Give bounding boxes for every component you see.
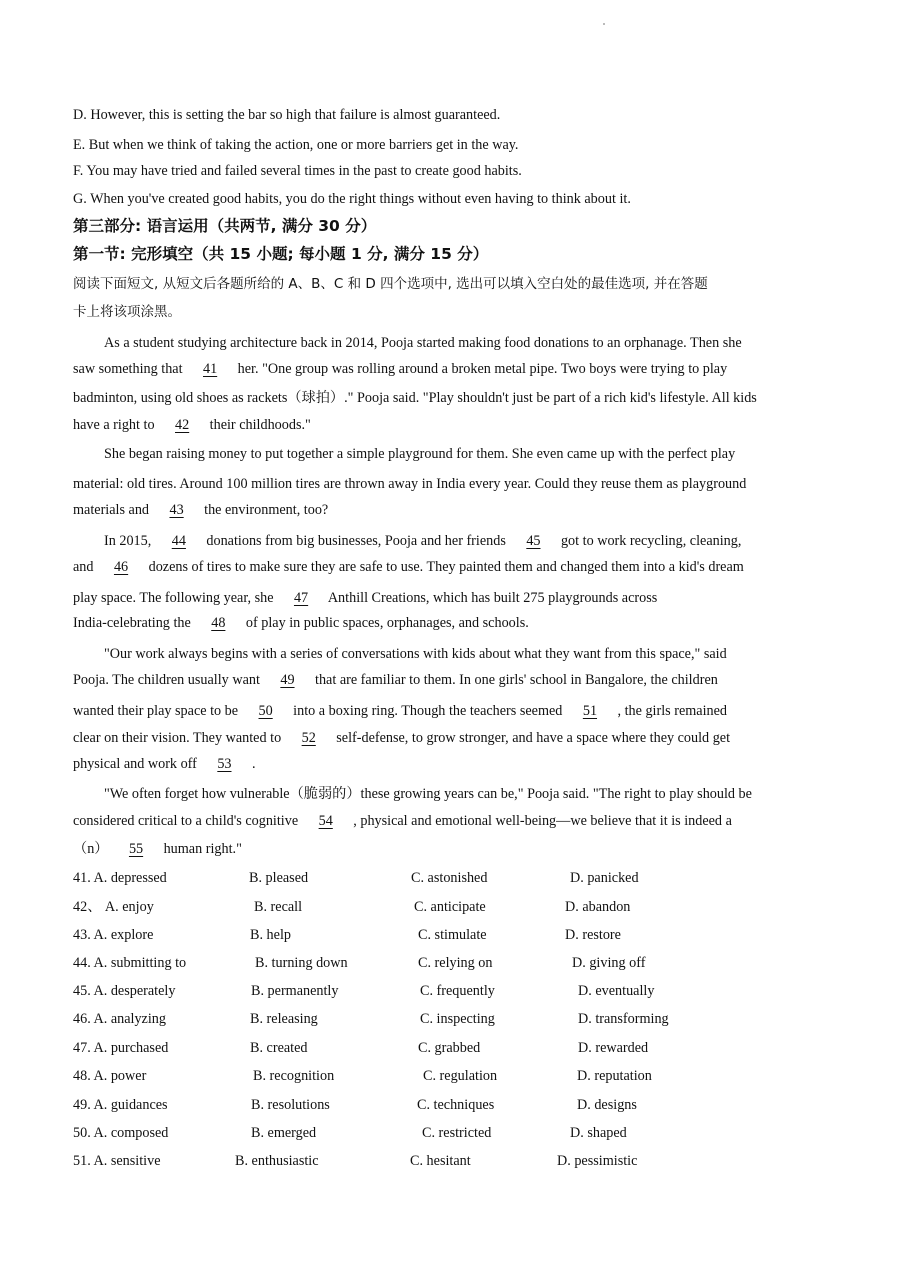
option-d: D. giving off (572, 955, 646, 971)
part3-heading: 第三部分: 语言运用（共两节, 满分 30 分） (73, 217, 377, 235)
blank-44: 44 (171, 533, 186, 549)
passage-line: material: old tires. Around 100 million tires are thrown away in India every year. Could they reuse them as playground (73, 476, 747, 492)
text: In 2015, (104, 533, 152, 549)
option-b: B. help (250, 927, 291, 943)
option-e-text: E. But when we think of taking the action, one or more barriers get in the way. (73, 137, 519, 153)
blank-50: 50 (258, 703, 273, 719)
blank-51: 51 (582, 703, 598, 719)
blank-48: 48 (211, 615, 226, 631)
text: . (251, 756, 256, 772)
blank-45: 45 (526, 533, 541, 549)
passage-line (73, 589, 657, 607)
text: Pooja. The children usually want (73, 672, 260, 688)
option-d: D. transforming (578, 1011, 669, 1027)
option-a: 42、 A. enjoy (73, 899, 154, 915)
text: considered critical to a child's cognitive (73, 813, 299, 829)
passage-line: badminton, using old shoes as rackets（球拍）." Pooja said. "Play shouldn't just be part of a rich kid's lifestyle. All kids (73, 390, 757, 406)
blank-53: 53 (217, 756, 232, 772)
text: her. "One group was rolling around a broken metal pipe. Two boys were trying to play (237, 361, 728, 377)
passage-line (73, 755, 256, 773)
option-a: 49. A. guidances (73, 1097, 168, 1113)
option-c: C. astonished (411, 870, 488, 886)
text: into a boxing ring. Though the teachers seemed (293, 703, 563, 719)
passage-line: "We often forget how vulnerable（脆弱的）these growing years can be," Pooja said. "The right to play should be (104, 786, 752, 802)
option-c: C. techniques (417, 1097, 495, 1113)
option-b: B. enthusiastic (235, 1153, 319, 1169)
option-c: C. anticipate (414, 899, 486, 915)
passage-line: She began raising money to put together a simple playground for them. She even came up with the perfect play (104, 446, 736, 462)
option-c: C. frequently (420, 983, 495, 999)
option-a: 43. A. explore (73, 927, 154, 943)
text: , physical and emotional well-being—we believe that it is indeed a (353, 813, 732, 829)
option-b: B. turning down (255, 955, 348, 971)
text: dozens of tires to make sure they are safe to use. They painted them and changed them into a kid's dream (148, 559, 744, 575)
option-b: B. resolutions (251, 1097, 330, 1113)
text: their childhoods." (209, 417, 311, 433)
option-c: C. grabbed (418, 1040, 481, 1056)
blank-52: 52 (301, 730, 316, 746)
option-d: D. eventually (578, 983, 655, 999)
option-f-text: F. You may have tried and failed several times in the past to create good habits. (73, 163, 522, 179)
passage-line (104, 532, 741, 550)
option-d: D. panicked (570, 870, 639, 886)
option-a: 51. A. sensitive (73, 1153, 161, 1169)
text: wanted their play space to be (73, 703, 239, 719)
option-a: 50. A. composed (73, 1125, 169, 1141)
option-a: 41. A. depressed (73, 870, 167, 886)
passage-line: As a student studying architecture back in 2014, Pooja started making food donations to an orphanage. Then she (104, 335, 742, 351)
instructions-line-1: 阅读下面短文, 从短文后各题所给的 A、B、C 和 D 四个选项中, 选出可以填入空白处的最佳选项, 并在答题 (73, 276, 708, 292)
option-a: 44. A. submitting to (73, 955, 187, 971)
option-b: B. recall (254, 899, 303, 915)
option-b: B. emerged (251, 1125, 317, 1141)
text: physical and work off (73, 756, 197, 772)
option-b: B. recognition (253, 1068, 335, 1084)
text: have a right to (73, 417, 155, 433)
passage-line (73, 501, 328, 519)
passage-line (73, 840, 242, 858)
option-b: B. pleased (249, 870, 309, 886)
option-a: 46. A. analyzing (73, 1011, 166, 1027)
option-g-text: G. When you've created good habits, you do the right things without even having to think about it. (73, 191, 631, 207)
text: human right." (163, 841, 242, 857)
passage-line (73, 671, 718, 689)
text: Anthill Creations, which has built 275 playgrounds across (327, 590, 658, 606)
text: , the girls remained (617, 703, 728, 719)
option-d: D. rewarded (578, 1040, 649, 1056)
option-a: 47. A. purchased (73, 1040, 169, 1056)
text: got to work recycling, cleaning, (560, 533, 742, 549)
text: India-celebrating the (73, 615, 191, 631)
option-d: D. abandon (565, 899, 631, 915)
scan-speck (603, 23, 605, 25)
text: （n） (73, 841, 109, 857)
option-c: C. regulation (423, 1068, 498, 1084)
blank-41: 41 (203, 361, 218, 377)
option-c: C. stimulate (418, 927, 487, 943)
blank-55: 55 (128, 841, 144, 857)
option-d: D. designs (577, 1097, 637, 1113)
blank-49: 49 (280, 672, 295, 688)
blank-43: 43 (169, 502, 184, 518)
text: self-defense, to grow stronger, and have a space where they could get (336, 730, 731, 746)
text: and (73, 559, 94, 575)
section1-heading: 第一节: 完形填空（共 15 小题; 每小题 1 分, 满分 15 分） (73, 245, 489, 263)
option-a: 48. A. power (73, 1068, 147, 1084)
text: donations from big businesses, Pooja and her friends (206, 533, 506, 549)
text: materials and (73, 502, 150, 518)
option-c: C. restricted (422, 1125, 492, 1141)
text: clear on their vision. They wanted to (73, 730, 282, 746)
passage-line: "Our work always begins with a series of conversations with kids about what they want from this space," said (104, 646, 727, 662)
option-d-text: D. However, this is setting the bar so high that failure is almost guaranteed. (73, 107, 501, 123)
blank-54: 54 (318, 813, 333, 829)
passage-line (73, 729, 730, 747)
option-c: C. relying on (418, 955, 493, 971)
instructions-line-2: 卡上将该项涂黑。 (73, 304, 181, 320)
option-a: 45. A. desperately (73, 983, 176, 999)
passage-line (73, 558, 744, 576)
text: of play in public spaces, orphanages, and schools. (245, 615, 529, 631)
option-d: D. restore (565, 927, 621, 943)
option-b: B. permanently (251, 983, 339, 999)
passage-line (73, 812, 732, 830)
blank-46: 46 (113, 559, 129, 575)
text: that are familiar to them. In one girls' school in Bangalore, the children (315, 672, 718, 688)
text: play space. The following year, she (73, 590, 274, 606)
option-d: D. pessimistic (557, 1153, 638, 1169)
passage-line (73, 702, 727, 720)
passage-line (73, 416, 311, 434)
option-d: D. shaped (570, 1125, 627, 1141)
blank-47: 47 (293, 590, 309, 606)
blank-42: 42 (175, 417, 190, 433)
passage-line (73, 614, 529, 632)
text: the environment, too? (204, 502, 329, 518)
option-b: B. releasing (250, 1011, 318, 1027)
text: saw something that (73, 361, 183, 377)
option-b: B. created (250, 1040, 308, 1056)
passage-line (73, 360, 727, 378)
option-d: D. reputation (577, 1068, 652, 1084)
option-c: C. hesitant (410, 1153, 471, 1169)
option-c: C. inspecting (420, 1011, 495, 1027)
